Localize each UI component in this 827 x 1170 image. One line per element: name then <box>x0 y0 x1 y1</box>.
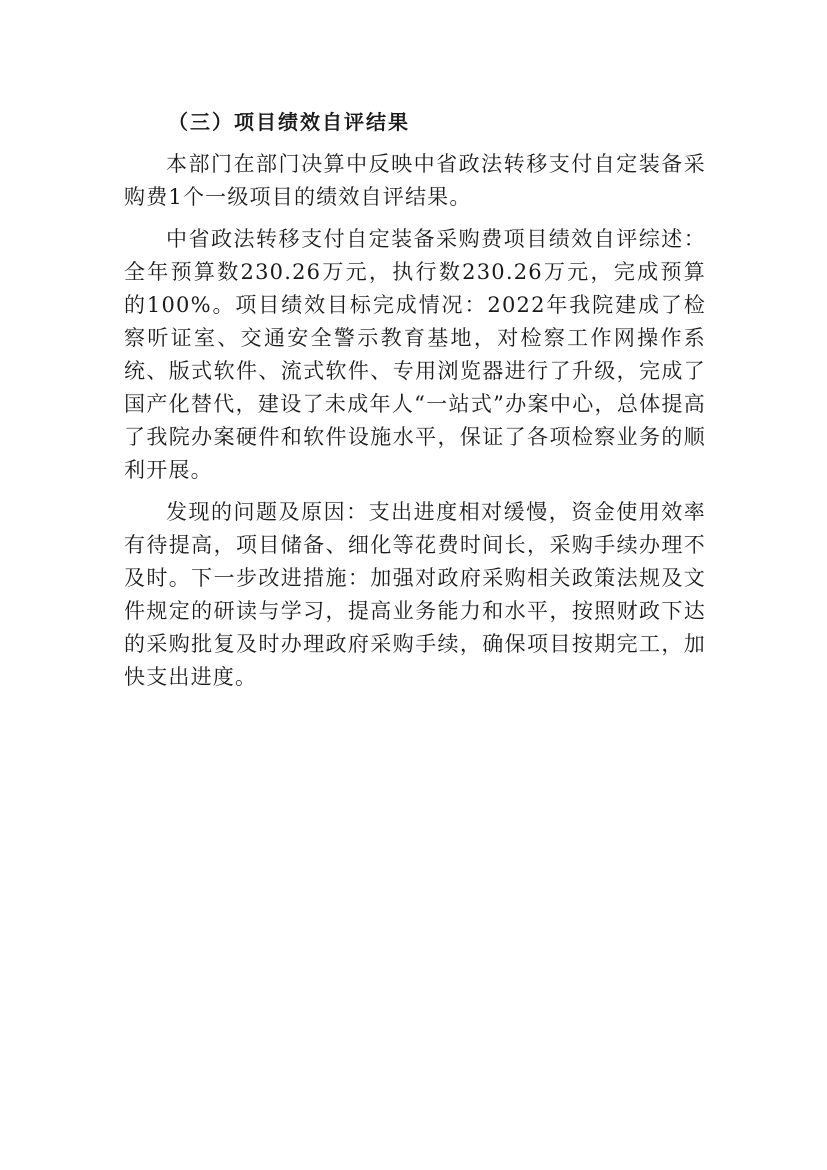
document-body <box>124 106 706 703</box>
paragraph-issues-and-measures: 发现的问题及原因：支出进度相对缓慢，资金使用效率有待提高，项目储备、细化等花费时间长，采购手续办理不及时。下一步改进措施：加强对政府采购相关政策法规及文件规定的研读与学习，提高业务能力和水平，按照财政下达的采购批复及时办理政府采购手续，确保项目按期完工，加快支出进度。 <box>124 500 706 689</box>
section-heading: （三）项目绩效自评结果 <box>168 110 410 134</box>
paragraph-project-overview: 中省政法转移支付自定装备采购费项目绩效自评综述：全年预算数230.26万元，执行数230.26万元，完成预算的100%。项目绩效目标完成情况：2022年我院建成了检察听证室、交通安全警示教育基地，对检察工作网操作系统、版式软件、流式软件、专用浏览器进行了升级，完成了国产化替代，建设了未成年人“一站式”办案中心，总体提高了我院办案硬件和软件设施水平，保证了各项检察业务的顺利开展。 <box>124 227 706 482</box>
paragraph-summary: 本部门在部门决算中反映中省政法转移支付自定装备采购费1个一级项目的绩效自评结果。 <box>124 152 706 209</box>
